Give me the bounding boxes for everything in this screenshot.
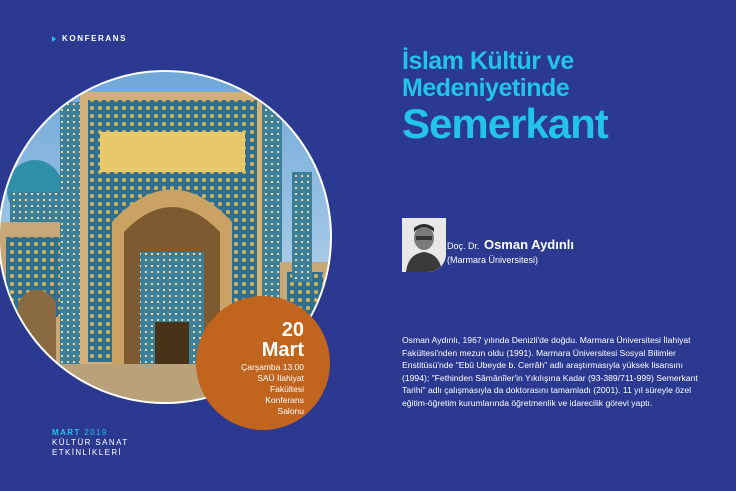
event-month: Mart (261, 339, 304, 361)
series-line: ETKİNLİKLERİ (52, 448, 123, 457)
category-tag (52, 34, 127, 43)
speaker-name: Osman Aydınlı (483, 237, 575, 252)
speaker-title: Doç. Dr. (447, 241, 480, 251)
event-weekday-time: Çarşamba 13.00 (241, 362, 304, 372)
event-date-badge (196, 296, 330, 430)
arrow-icon (52, 36, 56, 42)
event-venue-line: Konferans (265, 395, 304, 405)
series-line: KÜLTÜR SANAT (52, 438, 129, 447)
series-month: MART (52, 428, 81, 437)
event-venue-line: Fakültesi (269, 384, 304, 394)
series-label (52, 428, 129, 458)
category-label: KONFERANS (62, 34, 128, 43)
title-line: İslam Kültür ve (402, 47, 574, 75)
speaker-affiliation: (Marmara Üniversitesi) (447, 255, 539, 265)
speaker-info (447, 236, 574, 266)
speaker-portrait (402, 218, 446, 272)
series-year: 2019 (84, 428, 108, 437)
conference-title (402, 48, 608, 146)
speaker-bio: Osman Aydınlı, 1967 yılında Denizli'de doğdu. Marmara Üniversitesi İlahiyat Fakültesi'nden mezun oldu (1991). Marmara Üniversitesi Sosyal Bilimler Enstitüsü'nde "Ebû Ubeyde b. Cerrâh" adlı araştırmasıyla yüksek lisansını (1994); "Fethinden Sâmânîler'in Yıkılışına Kadar (93-389/711-999) Semerkant Tarihi" adlı çalışmasıyla da doktorasını tamamladı (2001). 11 yıl süreyle özel eğitim-öğretim kurumlarında öğretmenlik ve idarecilik görevi yaptı. (402, 335, 698, 408)
speaker-avatar (402, 218, 446, 272)
event-day: 20 (281, 319, 304, 341)
title-line-emphasis: Semerkant (402, 100, 608, 147)
event-venue-line: Salonu (277, 406, 304, 416)
event-venue-line: SAÜ İlahiyat (257, 373, 304, 383)
title-line: Medeniyetinde (402, 74, 570, 102)
series-date (52, 428, 129, 438)
